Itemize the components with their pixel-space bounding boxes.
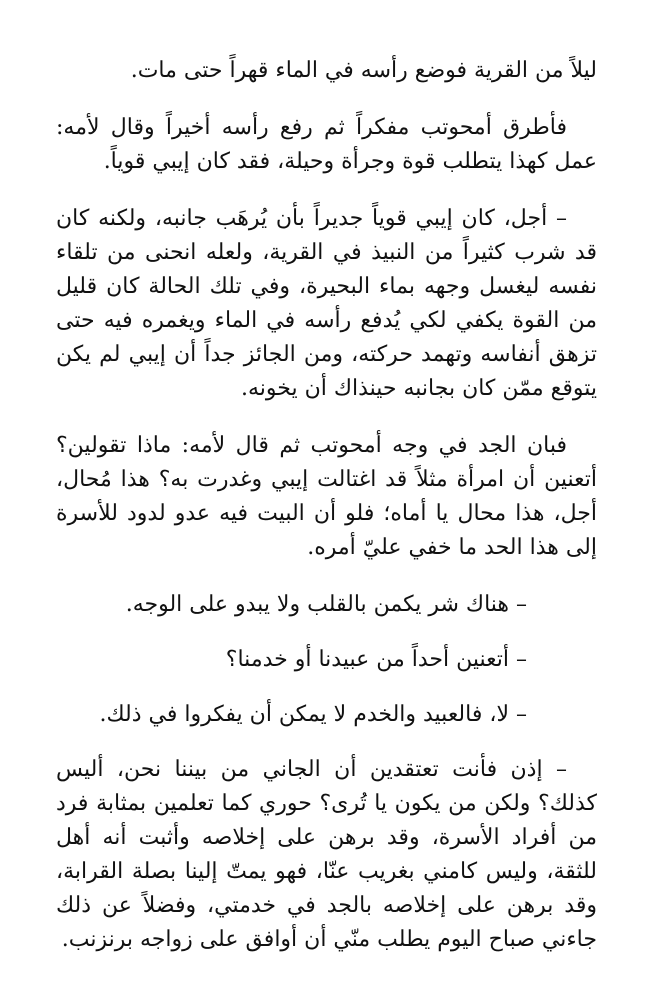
- paragraph-continuation: ليلاً من القرية فوضع رأسه في الماء قهراً حتى مات.: [130, 58, 597, 83]
- paragraph-imhotep-replies: فبان الجد في وجه أمحوتب ثم قال لأمه: ماذا تقولين؟ أتعنين أن امرأة مثلاً قد اغتالت إيبي وغدرت به؟ هذا مُحال، أجل، هذا محال يا أماه؛ فلو أن البيت فيه عدو لدود للأسرة إلى هذا الحد ما خفي عليّ أمره.: [56, 433, 597, 560]
- dialogue-line-servants-answer: – لا، فالعبيد والخدم لا يمكن أن يفكروا في ذلك.: [99, 702, 527, 727]
- dialogue-line-evil-heart: – هناك شر يكمن بالقلب ولا يبدو على الوجه.: [125, 592, 527, 617]
- paragraph-imhotep-reflects: فأطرق أمحوتب مفكراً ثم رفع رأسه أخيراً وقال لأمه: عمل كهذا يتطلب قوة وجرأة وحيلة، فقد كان إيبي قوياً.: [56, 115, 597, 174]
- book-page: [56, 54, 597, 980]
- dialogue-line-servants-question: – أتعنين أحداً من عبيدنا أو خدمنا؟: [225, 647, 527, 672]
- paragraph-culprit-among-us: – إذن فأنت تعتقدين أن الجاني من بيننا نحن، أليس كذلك؟ ولكن من يكون يا تُرى؟ حوري كما تعلمين بمثابة فرد من أفراد الأسرة، وقد برهن على إخلاصه وأثبت أنه أهل للثقة، وليس كامني بغريب عنّا، فهو يمتّ إلينا بصلة القرابة، وقد برهن على إخلاصه بالجد في خدمتي، وفضلاً عن ذلك جاءني صباح اليوم يطلب منّي أن أوافق على زواجه برنزنب.: [56, 757, 597, 952]
- paragraph-dialogue-mother: – أجل، كان إيبي قوياً جديراً بأن يُرهَب جانبه، ولكنه كان قد شرب كثيراً من النبيذ في القرية، ولعله انحنى من تلقاء نفسه ليغسل وجهه بماء البحيرة، وفي تلك الحالة كان قليل من القوة يكفي لكي يُدفع رأسه في الماء ويغمره فيه حتى تزهق أنفاسه وتهمد حركته، ومن الجائز جداً أن إيبي لم يكن يتوقع ممّن كان بجانبه حينذاك أن يخونه.: [56, 206, 597, 401]
